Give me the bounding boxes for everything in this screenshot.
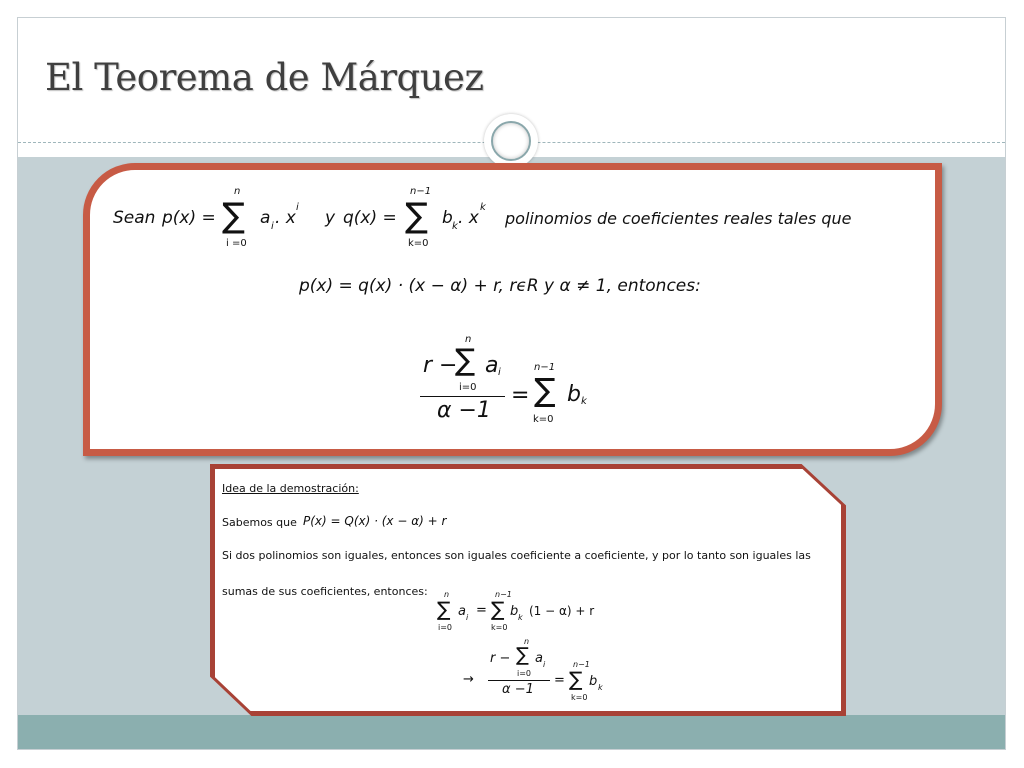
frac-num-sigma: ∑: [455, 343, 476, 378]
eq1-sum1-sigma: ∑: [437, 597, 451, 621]
eq1-sum2-lower: k=0: [491, 623, 508, 632]
theorem-sean: Sean: [113, 208, 156, 228]
theorem-line2: p(x) = q(x) · (x − α) + r, rϵR y α ≠ 1, entonces:: [299, 276, 701, 296]
frac-den: α −1: [437, 398, 491, 423]
frac-rhs-b: b: [567, 382, 581, 407]
eq2-num-sigma: ∑: [516, 644, 529, 666]
theorem-y: y: [325, 208, 336, 228]
eq2-rhs-b: b: [589, 674, 598, 689]
eq1-a-sub: i: [466, 613, 469, 622]
eq2-rhs-sigma: ∑: [569, 667, 583, 691]
eq1-b: b: [510, 604, 519, 619]
eq2-rhs-sum-upper: n−1: [573, 660, 590, 669]
frac-rhs-sigma: ∑: [534, 371, 556, 409]
proof-heading: Idea de la demostración:: [222, 482, 359, 495]
eq2-rhs-sum-lower: k=0: [571, 693, 588, 702]
term2-mid: . x: [458, 208, 479, 228]
term1-mid: . x: [275, 208, 296, 228]
frac-num-sum-lower: i=0: [459, 382, 477, 393]
footer-band: [18, 715, 1005, 749]
eq2-rhs-b-sub: k: [598, 683, 603, 692]
sum2-sigma: ∑: [405, 196, 428, 236]
sum1-upper: n: [234, 186, 241, 197]
frac-num-a: a: [485, 353, 499, 378]
eq1-a: a: [458, 604, 466, 619]
term2-sup: k: [480, 202, 486, 213]
eq2-frac-bar: [488, 680, 550, 681]
eq2-num-sum-lower: i=0: [517, 669, 532, 678]
frac-rhs-b-sub: k: [581, 396, 587, 407]
frac-num-r: r −: [423, 353, 458, 378]
implies-arrow-icon: →: [463, 672, 474, 687]
term2-sub: k: [452, 221, 458, 232]
ornament-ring: [491, 121, 531, 161]
term1-sup: i: [296, 202, 299, 213]
proof-line2: Si dos polinomios son iguales, entonces son iguales coeficiente a coeficiente, y por lo tanto son iguales las: [222, 549, 811, 562]
term2-b: b: [442, 208, 453, 228]
sum1-lower: i =0: [226, 238, 247, 249]
proof-line3: sumas de sus coeficientes, entonces:: [222, 585, 428, 598]
frac-num-sum-upper: n: [465, 334, 472, 345]
proof-line1-text: Sabemos que: [222, 516, 297, 529]
eq1-sum2-upper: n−1: [495, 590, 512, 599]
theorem-p-lhs: p(x) =: [162, 208, 216, 228]
eq2-num-sum-upper: n: [524, 637, 530, 646]
theorem-box: [83, 163, 942, 456]
proof-line1-math: P(x) = Q(x) · (x − α) + r: [303, 514, 447, 528]
frac-eq: =: [511, 383, 530, 408]
eq2-eq: =: [554, 673, 565, 688]
eq1-sum1-upper: n: [444, 590, 450, 599]
eq2-num-r: r −: [490, 651, 511, 666]
frac-rhs-sum-lower: k=0: [533, 414, 554, 425]
sum2-upper: n−1: [410, 186, 432, 197]
eq1-sum2-sigma: ∑: [491, 597, 505, 621]
term1-sub: i: [271, 221, 274, 232]
frac-rhs-sum-upper: n−1: [534, 362, 556, 373]
eq1-sum1-lower: i=0: [438, 623, 453, 632]
sum2-lower: k=0: [408, 238, 429, 249]
frac-bar: [420, 396, 505, 397]
theorem-line1-tail: polinomios de coeficientes reales tales que: [505, 209, 852, 228]
sum1-sigma: ∑: [222, 196, 245, 236]
slide-title: El Teorema de Márquez: [45, 56, 484, 99]
eq1-eq: =: [476, 603, 487, 618]
circle-ornament-icon: [484, 114, 538, 168]
frac-num-a-sub: i: [498, 367, 501, 378]
eq1-b-sub: k: [518, 613, 523, 622]
eq2-den: α −1: [502, 682, 534, 697]
term1-a: a: [260, 208, 271, 228]
eq1-rest: (1 − α) + r: [529, 604, 595, 618]
theorem-q-lhs: q(x) =: [343, 208, 397, 228]
eq2-num-a: a: [535, 651, 543, 666]
eq2-num-a-sub: i: [543, 660, 546, 669]
